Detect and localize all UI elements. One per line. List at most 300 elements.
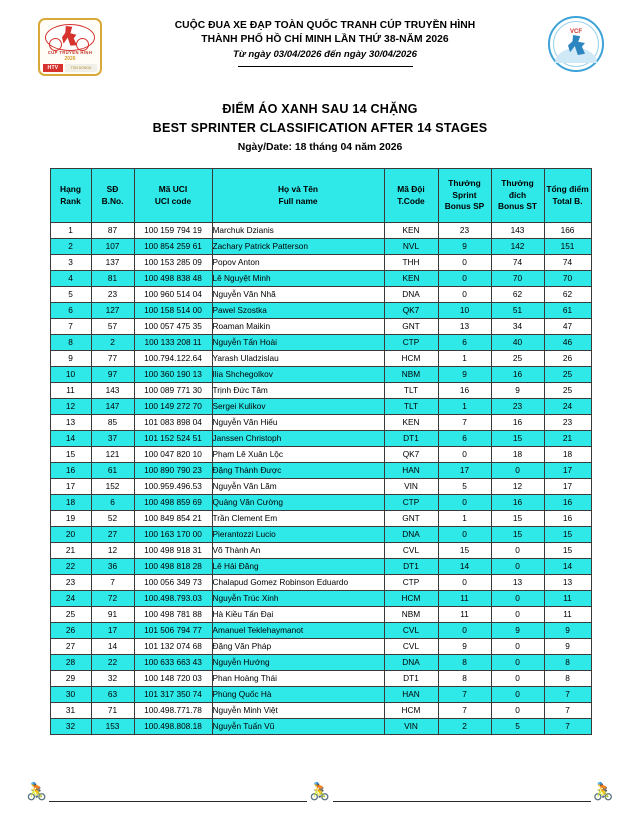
cell-team: DNA [384,287,438,303]
cell-team: VIN [384,719,438,735]
cell-bno: 12 [91,543,134,559]
cell-st: 0 [491,591,544,607]
table-row [50,271,591,287]
cell-rank: 28 [50,655,91,671]
cell-st: 16 [491,495,544,511]
cell-total: 9 [544,639,591,655]
cell-bno: 63 [91,687,134,703]
logo-sponsor-bar [43,64,97,72]
cell-uci: 100.498.771.78 [134,703,212,719]
cell-name: Nguyễn Văn Nhã [212,287,384,303]
cell-sp: 11 [438,607,491,623]
cell-total: 7 [544,719,591,735]
cell-bno: 37 [91,431,134,447]
cell-name: Đặng Văn Pháp [212,639,384,655]
cell-total: 7 [544,703,591,719]
table-row [50,463,591,479]
signature-footer [0,770,640,810]
cell-total: 18 [544,447,591,463]
column-header-total [544,169,591,223]
cell-st: 0 [491,559,544,575]
cell-uci: 100 133 208 11 [134,335,212,351]
cell-st: 70 [491,271,544,287]
signature-line [49,800,307,802]
signature-line [333,800,591,802]
cell-sp: 23 [438,223,491,239]
classification-table [50,168,592,735]
cell-bno: 14 [91,639,134,655]
cell-st: 51 [491,303,544,319]
page-header [0,0,640,82]
cell-name: Hà Kiều Tấn Đại [212,607,384,623]
cell-st: 34 [491,319,544,335]
table-row [50,575,591,591]
cell-team: TLT [384,383,438,399]
cell-bno: 7 [91,575,134,591]
cell-team: CVL [384,543,438,559]
table-row [50,223,591,239]
cell-sp: 0 [438,575,491,591]
cell-uci: 100 498 781 88 [134,607,212,623]
cell-bno: 27 [91,527,134,543]
cell-bno: 71 [91,703,134,719]
cell-bno: 77 [91,351,134,367]
cell-name: Pawel Szostka [212,303,384,319]
column-header-vi: SĐ [106,184,119,194]
cell-name: Phạm Lê Xuân Lộc [212,447,384,463]
cell-name: Popov Anton [212,255,384,271]
cell-total: 14 [544,559,591,575]
cell-bno: 91 [91,607,134,623]
cell-st: 12 [491,479,544,495]
cell-team: GNT [384,511,438,527]
cell-rank: 13 [50,415,91,431]
column-header-en: Rank [60,195,81,206]
column-header-name [212,169,384,223]
cell-st: 74 [491,255,544,271]
table-row [50,367,591,383]
cell-name: Nguyễn Hướng [212,655,384,671]
cell-uci: 100 148 720 03 [134,671,212,687]
cell-sp: 2 [438,719,491,735]
cell-uci: 100 890 790 23 [134,463,212,479]
cell-sp: 7 [438,687,491,703]
cell-name: Phan Hoàng Thái [212,671,384,687]
table-row [50,527,591,543]
table-row [50,303,591,319]
column-header-sp [438,169,491,223]
column-header-bno [91,169,134,223]
cell-sp: 10 [438,303,491,319]
cell-st: 0 [491,607,544,623]
table-row [50,655,591,671]
cell-uci: 101 152 524 51 [134,431,212,447]
cell-rank: 6 [50,303,91,319]
cell-sp: 1 [438,351,491,367]
cell-total: 24 [544,399,591,415]
cell-team: DNA [384,527,438,543]
logo-year: 2026 [64,56,76,62]
table-row [50,607,591,623]
cell-st: 0 [491,671,544,687]
cell-total: 61 [544,303,591,319]
cell-rank: 8 [50,335,91,351]
cell-uci: 100.498.808.18 [134,719,212,735]
cell-uci: 100 633 663 43 [134,655,212,671]
table-row [50,319,591,335]
cell-total: 25 [544,367,591,383]
table-row [50,383,591,399]
cell-team: QK7 [384,447,438,463]
column-header-vi: Thưởng Sprint [448,178,481,200]
cell-st: 5 [491,719,544,735]
cell-sp: 1 [438,511,491,527]
cell-st: 25 [491,351,544,367]
cell-uci: 101 317 350 74 [134,687,212,703]
cell-team: THH [384,255,438,271]
cell-st: 16 [491,415,544,431]
column-header-vi: Mã UCI [158,184,188,194]
cell-bno: 87 [91,223,134,239]
cell-bno: 97 [91,367,134,383]
table-row [50,255,591,271]
cell-total: 62 [544,287,591,303]
cell-bno: 137 [91,255,134,271]
cell-st: 18 [491,447,544,463]
cell-rank: 1 [50,223,91,239]
cell-total: 17 [544,479,591,495]
cell-rank: 29 [50,671,91,687]
table-row [50,623,591,639]
event-title-block [102,14,548,67]
cell-uci: 101 506 794 77 [134,623,212,639]
table-row [50,703,591,719]
table-header-row [50,169,591,223]
cell-team: VIN [384,479,438,495]
cell-bno: 57 [91,319,134,335]
cell-name: Janssen Christoph [212,431,384,447]
cell-name: Chalapud Gomez Robinson Eduardo [212,575,384,591]
cell-name: Lê Hải Đăng [212,559,384,575]
cell-bno: 36 [91,559,134,575]
column-header-rank [50,169,91,223]
cell-total: 23 [544,415,591,431]
cell-st: 0 [491,687,544,703]
table-row [50,287,591,303]
event-date-range: Từ ngày 03/04/2026 đến ngày 30/04/2026 [233,49,417,60]
report-title-block [0,100,640,158]
cell-uci: 100 360 190 13 [134,367,212,383]
cell-rank: 18 [50,495,91,511]
cell-total: 9 [544,623,591,639]
cell-uci: 100 057 475 35 [134,319,212,335]
cell-st: 15 [491,527,544,543]
cell-rank: 31 [50,703,91,719]
federation-logo-icon [548,16,604,72]
cell-team: CTP [384,335,438,351]
cell-st: 9 [491,383,544,399]
cell-uci: 100 047 820 10 [134,447,212,463]
cell-sp: 8 [438,671,491,687]
report-title-vi: ĐIỂM ÁO XANH SAU 14 CHẶNG [222,102,418,116]
cell-sp: 14 [438,559,491,575]
cyclist-glyph-icon: 🚴 [592,782,615,802]
cell-team: HAN [384,463,438,479]
table-row [50,639,591,655]
cell-uci: 100 849 854 21 [134,511,212,527]
cell-st: 9 [491,623,544,639]
cell-name: Quảng Văn Cường [212,495,384,511]
cell-sp: 11 [438,591,491,607]
table-body [50,223,591,735]
cell-sp: 13 [438,319,491,335]
cell-uci: 100 498 918 31 [134,543,212,559]
classification-table-wrapper [50,168,591,735]
cell-st: 15 [491,431,544,447]
cell-team: DT1 [384,431,438,447]
cell-sp: 5 [438,479,491,495]
cell-name: Nguyễn Văn Hiếu [212,415,384,431]
table-row [50,447,591,463]
cell-total: 8 [544,671,591,687]
cell-sp: 0 [438,527,491,543]
cell-st: 15 [491,511,544,527]
cell-name: Nguyễn Trúc Xinh [212,591,384,607]
cell-total: 15 [544,543,591,559]
cell-rank: 9 [50,351,91,367]
cell-rank: 15 [50,447,91,463]
cell-sp: 0 [438,623,491,639]
cell-name: Nguyễn Văn Lãm [212,479,384,495]
cell-rank: 17 [50,479,91,495]
cell-total: 7 [544,687,591,703]
cell-rank: 22 [50,559,91,575]
cell-st: 23 [491,399,544,415]
cyclist-glyph-icon: 🚴 [26,782,48,802]
cell-st: 13 [491,575,544,591]
cell-total: 11 [544,607,591,623]
cell-team: KEN [384,271,438,287]
cell-st: 0 [491,655,544,671]
cell-total: 26 [544,351,591,367]
cell-total: 8 [544,655,591,671]
cell-name: Đặng Thành Được [212,463,384,479]
cell-bno: 153 [91,719,134,735]
cell-uci: 100.498.793.03 [134,591,212,607]
cell-team: QK7 [384,303,438,319]
column-header-vi: Tổng điểm [546,184,589,194]
cell-sp: 0 [438,287,491,303]
cell-rank: 26 [50,623,91,639]
cell-rank: 23 [50,575,91,591]
column-header-en: B.No. [101,195,124,206]
cell-bno: 127 [91,303,134,319]
cell-bno: 17 [91,623,134,639]
cell-total: 13 [544,575,591,591]
cell-team: HCM [384,591,438,607]
cell-rank: 16 [50,463,91,479]
cell-team: CVL [384,639,438,655]
report-title-en: BEST SPRINTER CLASSIFICATION AFTER 14 STAGES [152,121,488,135]
cell-team: CVL [384,623,438,639]
cell-name: Võ Thành An [212,543,384,559]
signature-row [0,770,640,804]
cell-rank: 2 [50,239,91,255]
logo-cup-name: CÚP TRUYỀN HÌNH [47,50,93,55]
cell-team: CTP [384,575,438,591]
cell-name: Nguyễn Tấn Hoài [212,335,384,351]
cell-name: Sergei Kulikov [212,399,384,415]
report-date: Ngày/Date: 18 tháng 04 năm 2026 [237,142,403,153]
cell-rank: 20 [50,527,91,543]
cell-rank: 21 [50,543,91,559]
column-header-st [491,169,544,223]
cell-uci: 100 158 514 00 [134,303,212,319]
table-row [50,543,591,559]
tournament-logo-icon [38,18,102,76]
cell-uci: 100 498 818 28 [134,559,212,575]
cell-uci: 101 132 074 68 [134,639,212,655]
table-row [50,511,591,527]
column-header-vi: Thưởng đích [501,178,534,200]
cell-total: 46 [544,335,591,351]
cell-name: Marchuk Dzianis [212,223,384,239]
cell-name: Phùng Quốc Hà [212,687,384,703]
cell-sp: 0 [438,495,491,511]
cell-total: 15 [544,527,591,543]
cell-team: TLT [384,399,438,415]
cell-name: Nguyễn Minh Việt [212,703,384,719]
cell-name: Lê Nguyệt Minh [212,271,384,287]
cell-name: Roaman Maikin [212,319,384,335]
cell-bno: 143 [91,383,134,399]
cell-bno: 85 [91,415,134,431]
cell-sp: 9 [438,239,491,255]
cell-sp: 9 [438,639,491,655]
cell-total: 74 [544,255,591,271]
cell-uci: 100 854 259 61 [134,239,212,255]
cell-uci: 100 960 514 04 [134,287,212,303]
column-header-team [384,169,438,223]
cell-rank: 27 [50,639,91,655]
cell-rank: 3 [50,255,91,271]
column-header-en: Bonus ST [497,201,538,212]
cell-rank: 12 [50,399,91,415]
cell-sp: 8 [438,655,491,671]
cell-bno: 81 [91,271,134,287]
cell-rank: 7 [50,319,91,335]
table-row [50,335,591,351]
cell-team: DT1 [384,671,438,687]
cell-team: DT1 [384,559,438,575]
cell-team: HCM [384,351,438,367]
cell-name: Zachary Patrick Patterson [212,239,384,255]
cell-sp: 6 [438,431,491,447]
cell-name: Pierantozzi Lucio [212,527,384,543]
cell-st: 0 [491,463,544,479]
table-row [50,687,591,703]
cell-team: NVL [384,239,438,255]
table-row [50,479,591,495]
cell-total: 47 [544,319,591,335]
cell-name: Ilia Shchegolkov [212,367,384,383]
cell-rank: 30 [50,687,91,703]
cell-st: 0 [491,639,544,655]
cell-total: 25 [544,383,591,399]
column-header-en: Total B. [552,195,583,206]
logo-broadcaster: HTV [43,64,63,72]
cell-sp: 16 [438,383,491,399]
cell-team: CTP [384,495,438,511]
cell-sp: 1 [438,399,491,415]
cell-uci: 100 498 859 69 [134,495,212,511]
table-head [50,169,591,223]
cell-total: 11 [544,591,591,607]
cyclist-glyph-icon: 🚴 [309,782,331,802]
cell-sp: 9 [438,367,491,383]
cell-uci: 100.794.122.64 [134,351,212,367]
table-row [50,415,591,431]
cell-st: 16 [491,367,544,383]
table-row [50,671,591,687]
cell-sp: 0 [438,447,491,463]
column-header-en: Full name [278,195,318,206]
cell-uci: 100 153 285 09 [134,255,212,271]
cell-rank: 32 [50,719,91,735]
cell-sp: 0 [438,271,491,287]
cell-st: 0 [491,703,544,719]
column-header-uci [134,169,212,223]
cell-bno: 152 [91,479,134,495]
table-row [50,591,591,607]
cell-total: 21 [544,431,591,447]
cell-team: HAN [384,687,438,703]
cell-uci: 100 089 771 30 [134,383,212,399]
federation-abbreviation: VCF [570,29,582,35]
cell-bno: 6 [91,495,134,511]
cell-bno: 147 [91,399,134,415]
cell-team: KEN [384,415,438,431]
cell-st: 0 [491,543,544,559]
event-title-line-1: CUỘC ĐUA XE ĐẠP TOÀN QUỐC TRANH CÚP TRUYỀN HÌNH [174,20,476,31]
cell-rank: 19 [50,511,91,527]
table-row [50,559,591,575]
event-title-line-2: THÀNH PHỐ HỒ CHÍ MINH LẦN THỨ 38-NĂM 2026 [201,34,449,45]
cell-team: HCM [384,703,438,719]
column-header-en: Bonus SP [444,201,485,212]
cell-uci: 100 498 838 48 [134,271,212,287]
cell-name: Yarash Uladzislau [212,351,384,367]
cell-bno: 23 [91,287,134,303]
cell-total: 16 [544,495,591,511]
cell-sp: 7 [438,415,491,431]
cell-uci: 100 056 349 73 [134,575,212,591]
cell-team: NBM [384,367,438,383]
cell-uci: 100 149 272 70 [134,399,212,415]
cell-bno: 32 [91,671,134,687]
table-row [50,239,591,255]
logo-sponsor: TON DONGA [65,64,97,72]
table-row [50,351,591,367]
cell-uci: 100 163 170 00 [134,527,212,543]
cell-rank: 4 [50,271,91,287]
cell-st: 62 [491,287,544,303]
column-header-vi: Mã Đội [397,184,425,194]
column-header-en: UCI code [154,195,192,206]
cell-team: GNT [384,319,438,335]
cell-sp: 7 [438,703,491,719]
cell-name: Nguyễn Tuấn Vũ [212,719,384,735]
